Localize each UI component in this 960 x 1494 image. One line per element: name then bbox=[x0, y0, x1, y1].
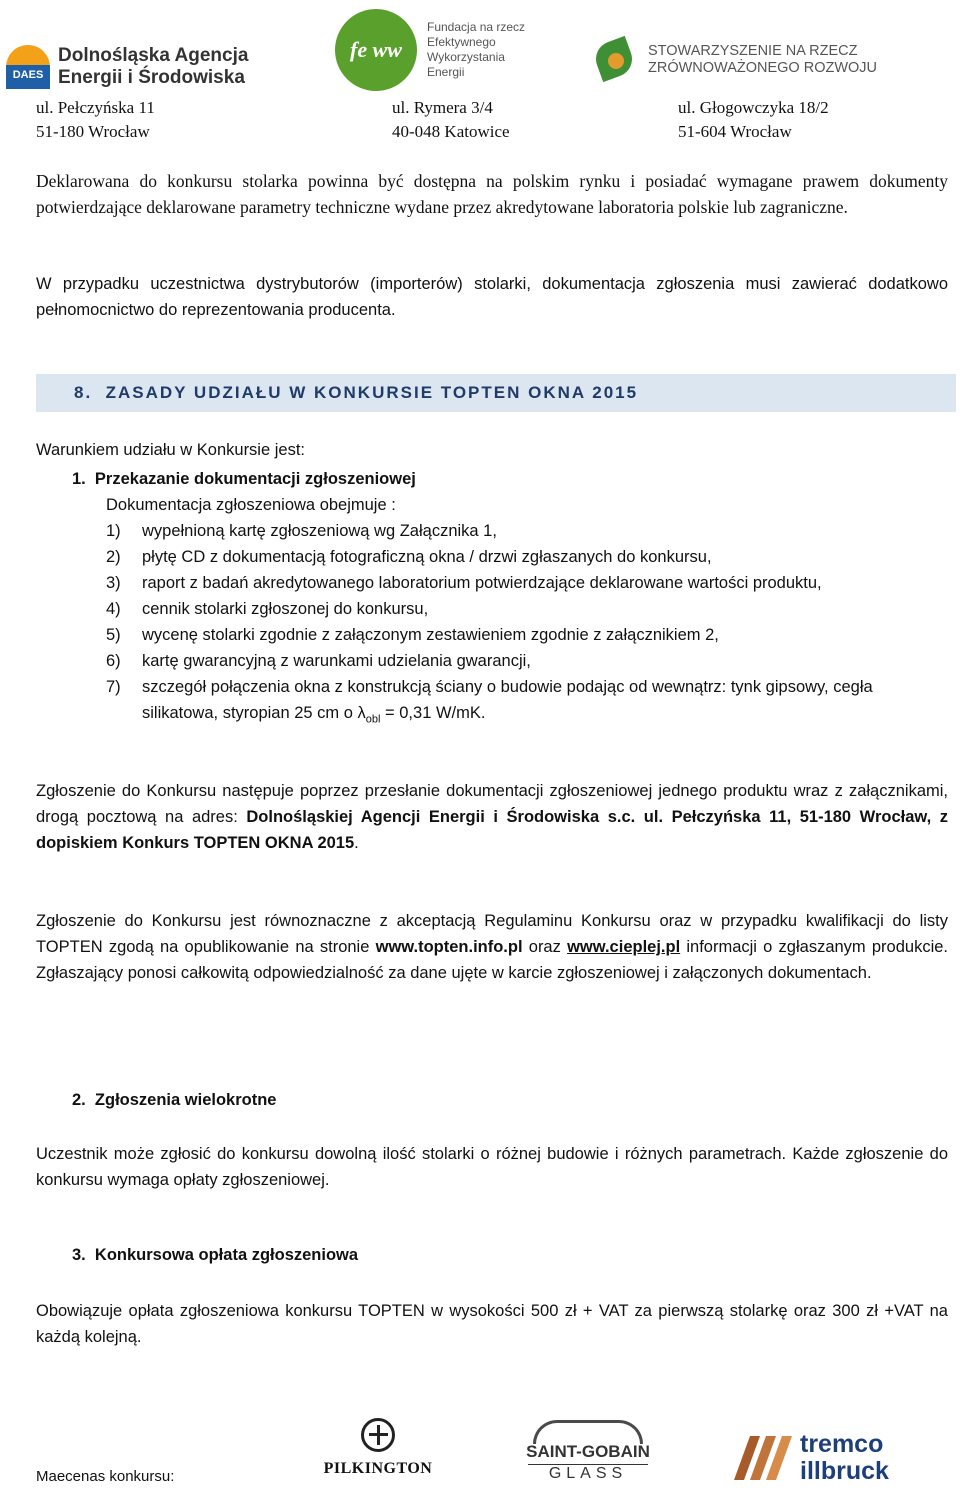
address-street: ul. Rymera 3/4 bbox=[392, 98, 493, 117]
acceptance-paragraph: Zgłoszenie do Konkursu jest równoznaczne z akceptacją Regulaminu Konkursu oraz w przypadku kwalifikacji do listy TOPTEN zgodą na opublikowanie na stronie www.topten.info.pl oraz www.cieplej.pl informacji o zgłaszanym produkcie. Zgłaszający ponosi całkowitą odpowiedzialność za dane ujęte w karcie zgłoszeniowej i załączonych dokumentach. bbox=[36, 912, 949, 982]
address-city: 51-180 Wrocław bbox=[36, 122, 150, 141]
sznrzr-line2: ZRÓWNOWAŻONEGO ROZWOJU bbox=[648, 60, 878, 76]
daes-name-line1: Dolnośląska Agencja bbox=[58, 45, 249, 66]
item1-subtitle: Dokumentacja zgłoszeniowa obejmuje : bbox=[106, 496, 396, 514]
lambda-subscript: obl bbox=[365, 713, 381, 726]
item2-title: 2. Zgłoszenia wielokrotne bbox=[72, 1091, 277, 1109]
list-item: 7) szczegół połączenia okna z konstrukcją ściany o budowie podając od wewnątrz: tynk gipsowy, cegła silikatowa, styropian 25 cm o $\lambda_{obl} = 0,31$ W/mK. bbox=[106, 678, 873, 726]
sznrzr-line1: STOWARZYSZENIE NA RZECZ bbox=[648, 43, 858, 59]
tremco-illbruck-logo: tremco illbruck bbox=[738, 1428, 928, 1488]
item3-paragraph: Obowiązuje opłata zgłoszeniowa konkursu TOPTEN w wysokości 500 zł + VAT za pierwszą stolarkę oraz 300 zł +VAT na każdą kolejną. bbox=[36, 1302, 948, 1346]
section-heading: 8. ZASADY UDZIAŁU W KONKURSIE TOPTEN OKNA 2015 bbox=[74, 383, 639, 402]
address-street: ul. Głogowczyka 18/2 bbox=[678, 98, 829, 117]
intro-paragraph-1: Deklarowana do konkursu stolarka powinna być dostępna na polskim rynku i posiadać wymagane prawem dokumenty potwierdzające deklarowane parametry techniczne wydane przez akredytowane laboratoria polskie lub zagraniczne. bbox=[36, 171, 948, 217]
daes-logo bbox=[6, 42, 296, 92]
section-lead: Warunkiem udziału w Konkursie jest: bbox=[36, 441, 305, 459]
submission-paragraph: Zgłoszenie do Konkursu następuje poprzez przesłanie dokumentacji zgłoszeniowej jednego produktu wraz z załącznikami, drogą pocztową na adres: Dolnośląskiej Agencji Energii i Środowiska s.c. ul. Pełczyńska 11, 51-180 Wrocław, z dopiskiem Konkurs TOPTEN OKNA 2015. bbox=[36, 782, 948, 852]
item1-title: 1. Przekazanie dokumentacji zgłoszeniowej bbox=[72, 470, 416, 488]
feww-logo-mark: fe ww bbox=[335, 9, 417, 91]
feww-line1: Fundacja na rzecz bbox=[427, 20, 526, 34]
tremco-mark-icon bbox=[738, 1432, 790, 1484]
address-street: ul. Pełczyńska 11 bbox=[36, 98, 155, 117]
list-item: 2) płytę CD z dokumentacją fotograficzną okna / drzwi zgłaszanych do konkursu, bbox=[106, 548, 712, 566]
daes-logo-mark: DAES bbox=[6, 45, 50, 89]
cieplej-link[interactable]: www.cieplej.pl bbox=[567, 938, 681, 956]
daes-name-line2: Energii i Środowiska bbox=[58, 67, 245, 88]
topten-link[interactable]: www.topten.info.pl bbox=[375, 938, 523, 956]
feww-line4: Energii bbox=[427, 65, 465, 79]
feww-line2: Efektywnego bbox=[427, 35, 496, 49]
address-col-1 bbox=[36, 96, 155, 144]
submission-address: Dolnośląskiej Agencji Energii i Środowiska s.c. ul. Pełczyńska 11, 51-180 Wrocław, z dopiskiem Konkurs TOPTEN OKNA 2015 bbox=[36, 808, 948, 852]
list-item: 6) kartę gwarancyjną z warunkami udzielania gwarancji, bbox=[106, 652, 531, 670]
sznrzr-leaf-icon bbox=[590, 35, 640, 85]
intro-paragraph-2: W przypadku uczestnictwa dystrybutorów (importerów) stolarki, dokumentacja zgłoszenia musi zawierać dodatkowo pełnomocnictwo do reprezentowania producenta. bbox=[36, 275, 948, 319]
feww-line3: Wykorzystania bbox=[427, 50, 505, 64]
pilkington-logo: PILKINGTON bbox=[318, 1418, 438, 1488]
feww-logo bbox=[335, 6, 565, 94]
item2-paragraph: Uczestnik może zgłosić do konkursu dowolną ilość stolarki o różnej budowie i różnych parametrach. Każde zgłoszenie do konkursu wymaga opłaty zgłoszeniowej. bbox=[36, 1145, 948, 1189]
address-col-2 bbox=[392, 96, 510, 144]
sponsors-label: Maecenas konkursu: bbox=[36, 1468, 175, 1485]
address-col-3 bbox=[678, 96, 829, 144]
sznrzr-logo bbox=[590, 30, 950, 90]
document-list bbox=[106, 518, 950, 732]
list-item: 4) cennik stolarki zgłoszonej do konkursu, bbox=[106, 600, 429, 618]
pilkington-crest-icon bbox=[361, 1418, 395, 1452]
item1-block bbox=[74, 466, 950, 732]
saint-gobain-logo: SAINT-GOBAIN GLASS bbox=[508, 1420, 668, 1490]
item3-title: 3. Konkursowa opłata zgłoszeniowa bbox=[72, 1246, 359, 1264]
address-city: 51-604 Wrocław bbox=[678, 122, 792, 141]
saint-gobain-arch-icon bbox=[533, 1420, 643, 1444]
list-item: 1) wypełnioną kartę zgłoszeniową wg Załącznika 1, bbox=[106, 522, 497, 540]
list-item: 3) raport z badań akredytowanego laboratorium potwierdzające deklarowane wartości produktu, bbox=[106, 574, 822, 592]
list-item: 5) wycenę stolarki zgodnie z załączonym zestawieniem zgodnie z załącznikiem 2, bbox=[106, 626, 719, 644]
address-city: 40-048 Katowice bbox=[392, 122, 510, 141]
